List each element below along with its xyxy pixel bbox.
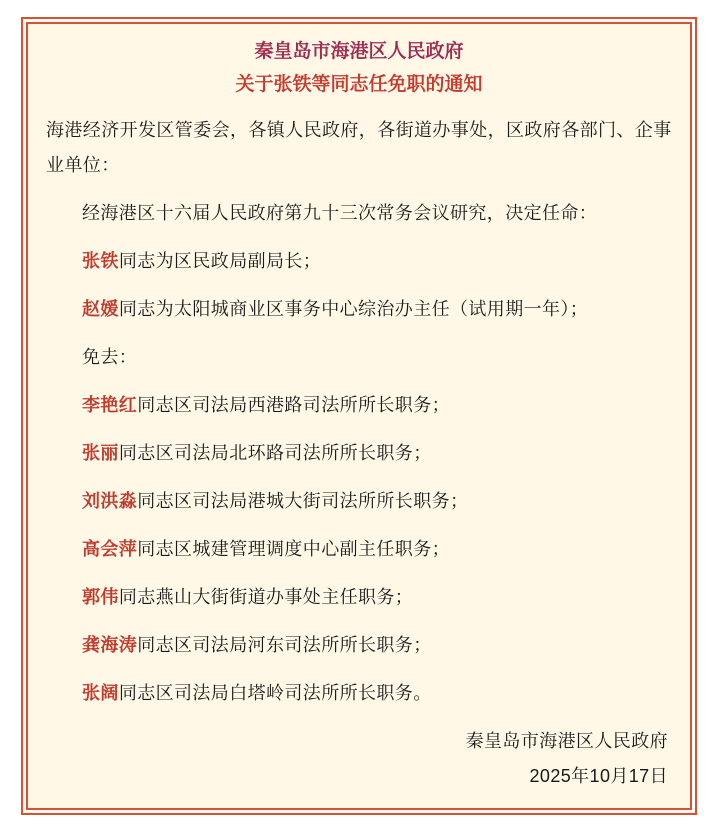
dismissal-item xyxy=(46,628,672,663)
dismissal-item xyxy=(46,532,672,567)
appointment-item xyxy=(46,292,672,327)
issuing-authority-title: 秦皇岛市海港区人民政府 xyxy=(254,41,464,62)
signature-block xyxy=(46,724,672,794)
dismissal-text: 同志区司法局河东司法所所长职务； xyxy=(137,635,432,655)
document-body xyxy=(46,113,672,711)
dismissed-name: 郭伟 xyxy=(82,587,119,607)
salutation-paragraph xyxy=(46,113,672,183)
dismissed-name: 龚海涛 xyxy=(82,635,138,655)
document-outer-border xyxy=(21,17,697,815)
appointment-item xyxy=(46,244,672,279)
dismissal-item xyxy=(46,388,672,423)
salutation-line-2: 业单位： xyxy=(46,155,120,175)
dismissal-text: 同志区司法局港城大街司法所所长职务； xyxy=(137,491,469,511)
dismissal-text: 同志燕山大街街道办事处主任职务； xyxy=(118,587,414,607)
appointee-name: 赵媛 xyxy=(82,299,119,319)
appointment-text: 同志为区民政局副局长； xyxy=(118,251,322,271)
dismissal-item xyxy=(46,484,672,519)
document-header xyxy=(46,35,672,101)
notice-title: 关于张铁等同志任免职的通知 xyxy=(235,74,483,95)
dismissal-text: 同志区司法局西港路司法所所长职务； xyxy=(137,395,451,415)
dismissed-name: 高会萍 xyxy=(82,539,138,559)
salutation-line-1: 海港经济开发区管委会，各镇人民政府，各街道办事处，区政府各部门、企事 xyxy=(46,120,672,140)
dismissal-item xyxy=(46,580,672,615)
dismissal-text: 同志区司法局白塔岭司法所所长职务。 xyxy=(118,683,432,703)
dismissed-name: 刘洪淼 xyxy=(82,491,138,511)
signature-authority: 秦皇岛市海港区人民政府 xyxy=(465,731,668,751)
appointment-text: 同志为太阳城商业区事务中心综治办主任（试用期一年）； xyxy=(118,299,589,319)
dismissal-text: 同志区司法局北环路司法所所长职务； xyxy=(118,443,432,463)
dismissed-name: 张丽 xyxy=(82,443,119,463)
signature-date: 2025年10月17日 xyxy=(529,766,668,786)
dismissed-name: 李艳红 xyxy=(82,395,138,415)
notice-document xyxy=(26,22,692,810)
dismissal-text: 同志区城建管理调度中心副主任职务； xyxy=(137,539,451,559)
dismissal-item xyxy=(46,676,672,711)
dismissal-item xyxy=(46,436,672,471)
dismissed-name: 张阔 xyxy=(82,683,119,703)
dismissal-heading: 免去： xyxy=(82,347,138,367)
appointee-name: 张铁 xyxy=(82,251,119,271)
intro-paragraph: 经海港区十六届人民政府第九十三次常务会议研究，决定任命： xyxy=(82,203,598,223)
